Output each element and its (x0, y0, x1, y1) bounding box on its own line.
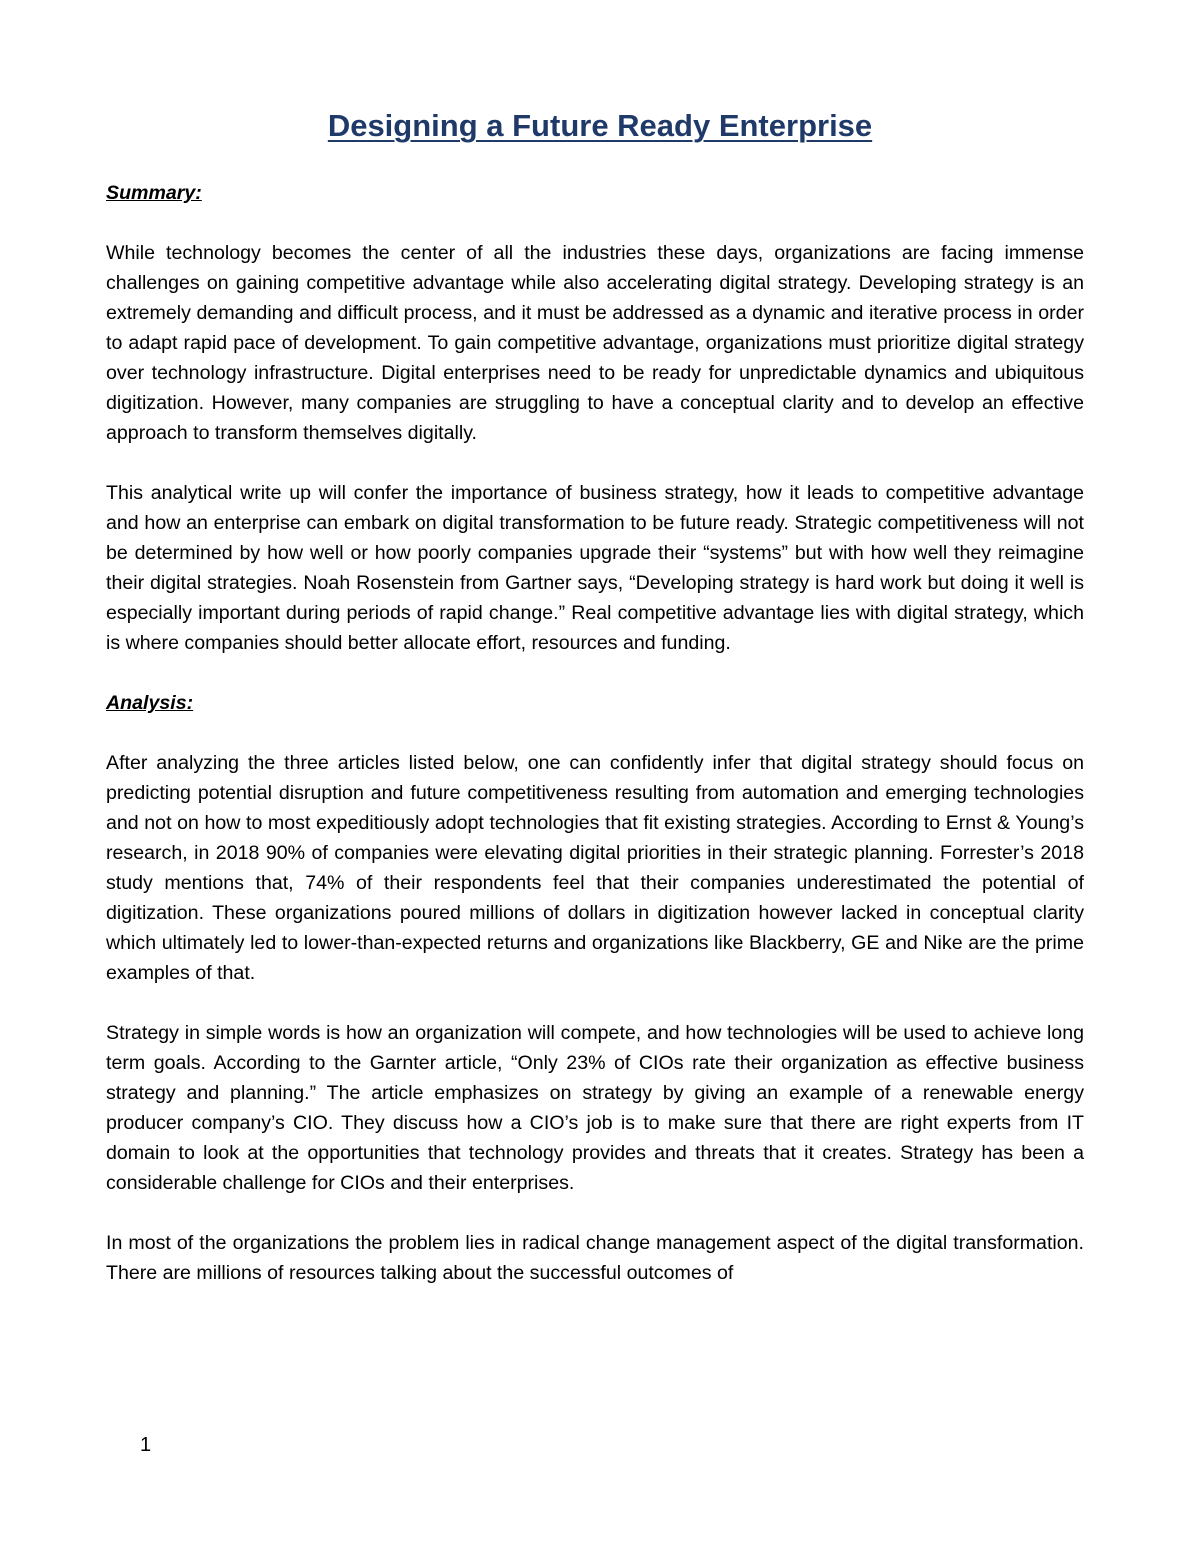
summary-paragraph-2: This analytical write up will confer the importance of business strategy, how it leads to competitive advantage and how an enterprise can embark on digital transformation to be future ready. Strategic competitiveness will not be determined by how well or how poorly companies upgrade their “systems” but with how well they reimagine their digital strategies. Noah Rosenstein from Gartner says, “Developing strategy is hard work but doing it well is especially important during periods of rapid change.” Real competitive advantage lies with digital strategy, which is where companies should better allocate effort, resources and funding. (106, 482, 1084, 654)
document-body (106, 178, 1084, 1318)
document-title: Designing a Future Ready Enterprise (327, 108, 873, 143)
analysis-paragraph-2: Strategy in simple words is how an organization will compete, and how technologies will be used to achieve long term goals. According to the Garnter article, “Only 23% of CIOs rate their organization as effective business strategy and planning.” The article emphasizes on strategy by giving an example of a renewable energy producer company’s CIO. They discuss how a CIO’s job is to make sure that there are right experts from IT domain to look at the opportunities that technology provides and threats that it creates. Strategy has been a considerable challenge for CIOs and their enterprises. (106, 1022, 1084, 1194)
summary-heading: Summary: (106, 182, 202, 204)
analysis-section (106, 688, 1084, 1288)
analysis-paragraph-1: After analyzing the three articles listed below, one can confidently infer that digital strategy should focus on predicting potential disruption and future competitiveness resulting from automation and emerging technologies and not on how to most expeditiously adopt technologies that fit existing strategies. According to Ernst & Young’s research, in 2018 90% of companies were elevating digital priorities in their strategic planning. Forrester’s 2018 study mentions that, 74% of their respondents feel that their companies underestimated the potential of digitization. These organizations poured millions of dollars in digitization however lacked in conceptual clarity which ultimately led to lower-than-expected returns and organizations like Blackberry, GE and Nike are the prime examples of that. (106, 752, 1084, 984)
summary-section (106, 178, 1084, 658)
page-number: 1 (140, 1434, 152, 1456)
analysis-paragraph-3: In most of the organizations the problem lies in radical change management aspect of the digital transformation. There are millions of resources talking about the successful outcomes of (106, 1232, 1084, 1284)
summary-paragraph-1: While technology becomes the center of all the industries these days, organizations are facing immense challenges on gaining competitive advantage while also accelerating digital strategy. Developing strategy is an extremely demanding and difficult process, and it must be addressed as a dynamic and iterative process in order to adapt rapid pace of development. To gain competitive advantage, organizations must prioritize digital strategy over technology infrastructure. Digital enterprises need to be ready for unpredictable dynamics and ubiquitous digitization. However, many companies are struggling to have a conceptual clarity and to develop an effective approach to transform themselves digitally. (106, 242, 1084, 444)
analysis-heading: Analysis: (106, 692, 194, 714)
